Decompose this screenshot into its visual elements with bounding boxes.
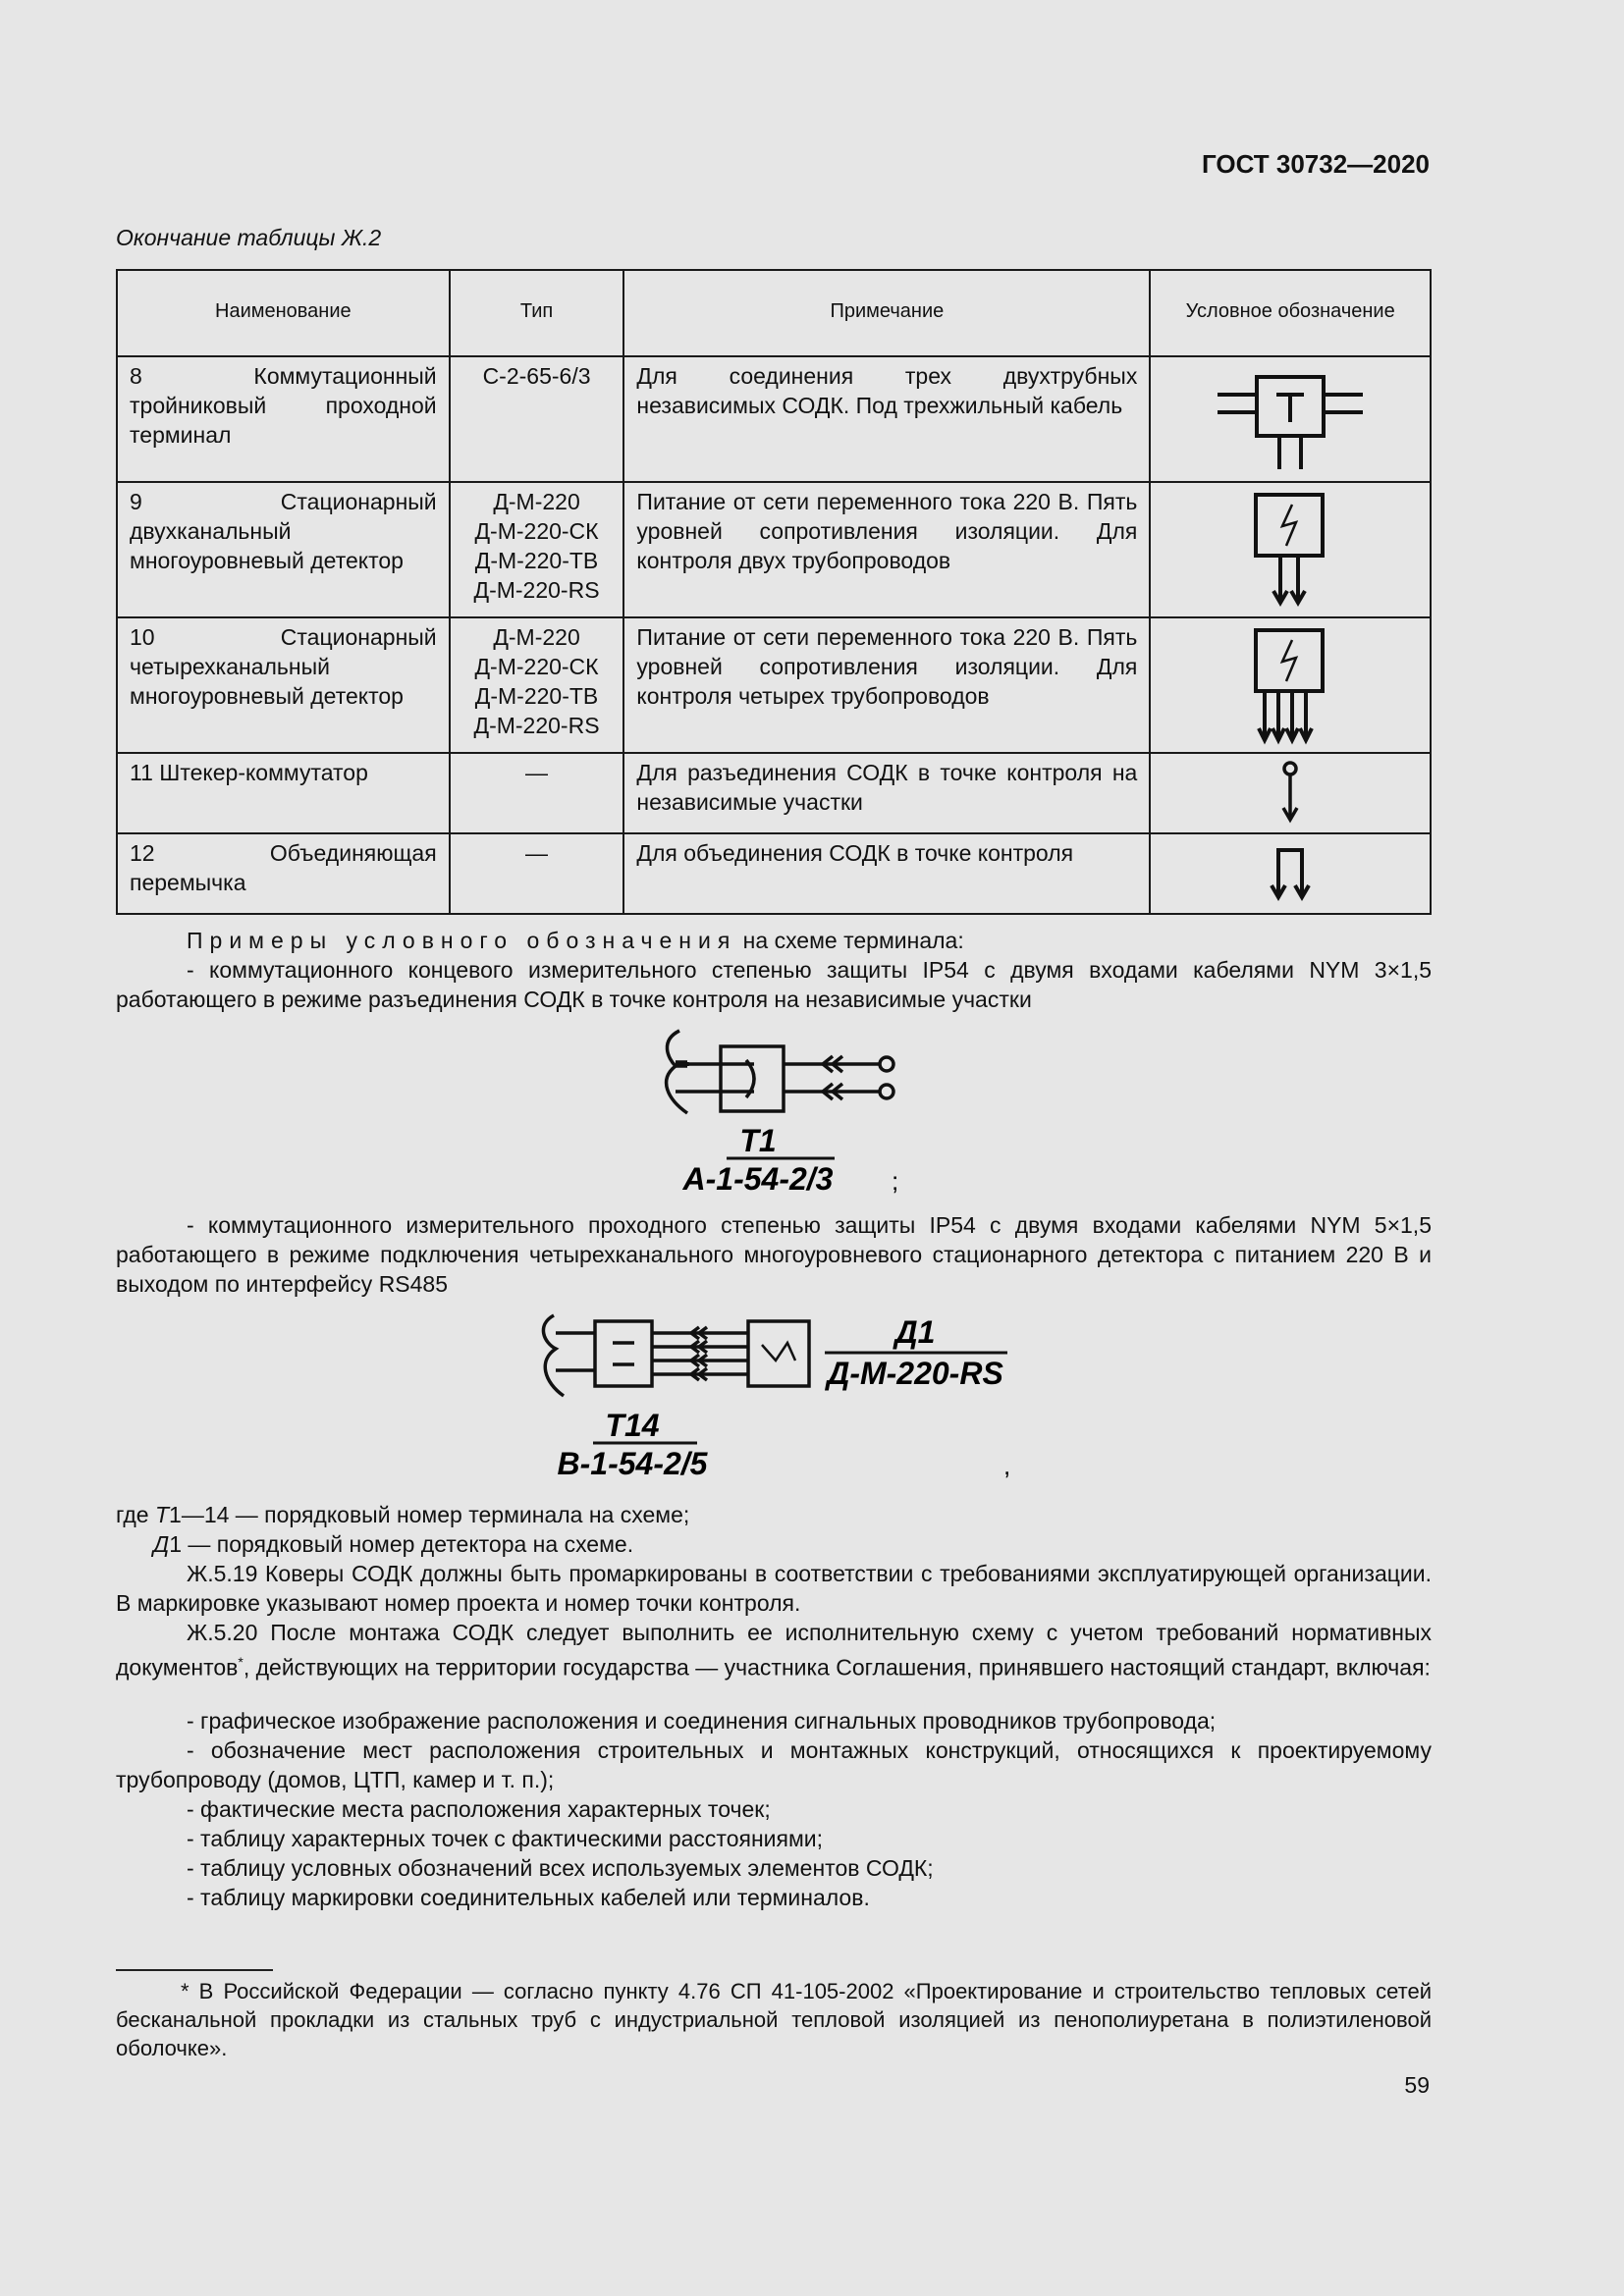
page-number: 59 (1404, 2072, 1430, 2098)
row-name: 8 Коммутационный тройниковый проходной терминал (117, 356, 450, 482)
column-header: Условное обозначение (1150, 270, 1431, 351)
paragraph-j519: Ж.5.19 Коверы СОДК должны быть промаркированы в соответствии с требованиями эксплуатирующей организации. В маркировке указывают номер проекта и номер точки контроля. (116, 1561, 1432, 1616)
list-item: - таблицу характерных точек с фактическими расстояниями; (187, 1826, 823, 1851)
examples-intro (116, 926, 1432, 955)
where-line-2 (116, 1529, 1432, 1559)
where-var-d: Д (153, 1531, 170, 1557)
table-row (117, 617, 1431, 753)
column-header: Примечание (623, 270, 1150, 351)
list-item: - фактические места расположения характерных точек; (187, 1796, 771, 1822)
column-header: Тип (450, 270, 624, 351)
footnote-separator (116, 1969, 273, 1971)
terminal-detector-diagram-2 (530, 1306, 1041, 1482)
example-item-1: - коммутационного концевого измерительного степенью защиты IP54 с двумя входами кабелями NYM 3×1,5 работающего в режиме разъединения СОДК в точке контроля на независимые участки (116, 957, 1432, 1012)
list-item: - графическое изображение расположения и соединения сигнальных проводников трубопровода; (187, 1708, 1217, 1734)
row-type: С-2-65-6/3 (450, 356, 624, 482)
table-row (117, 482, 1431, 617)
diagram2-detector-top-label: Д1 (894, 1314, 936, 1350)
table-row (117, 356, 1431, 482)
table-caption: Окончание таблицы Ж.2 (116, 225, 382, 250)
diagram2-punctuation: , (1003, 1451, 1011, 1480)
four-channel-detector-icon (1150, 617, 1431, 753)
diagram1-punctuation: ; (892, 1166, 899, 1196)
diagram2-terminal-top-label: Т14 (605, 1408, 660, 1443)
table-row (117, 753, 1431, 833)
table-row (117, 833, 1431, 914)
plug-switch-icon (1150, 753, 1431, 833)
row-type: — (450, 833, 624, 914)
row-note: Для соединения трех двухтрубных независимых СОДК. Под трехжильный кабель (623, 356, 1150, 482)
symbols-table (116, 269, 1432, 915)
list-item: - таблицу условных обозначений всех используемых элементов СОДК; (187, 1855, 934, 1881)
diagram1-bottom-label: А-1-54-2/3 (682, 1161, 834, 1197)
paragraph-j520 (116, 1618, 1432, 1682)
paragraph-j520-b: , действующих на территории государства — участника Соглашения, принявшего настоящий стандарт, включая: (243, 1654, 1431, 1681)
table-header-row (117, 270, 1431, 351)
where-text-1: 1—14 — порядковый номер терминала на схеме; (169, 1502, 690, 1527)
list-item: - обозначение мест расположения строительных и монтажных конструкций, относящихся к проектируемому трубопроводу (домов, ЦТП, камер и т. п.); (116, 1737, 1432, 1792)
examples-intro-rest: на схеме терминала: (736, 928, 964, 953)
footnote: * В Российской Федерации — согласно пункту 4.76 СП 41-105-2002 «Проектирование и строительство тепловых сетей бесканальной прокладки из стальных труб с индустриальной тепловой изоляцией из пенополиуретана в полиэтиленовой оболочке». (116, 1979, 1432, 2060)
jumper-icon (1150, 833, 1431, 914)
diagram2-detector-bottom-label: Д-М-220-RS (827, 1356, 1003, 1391)
row-note: Для разъединения СОДК в точке контроля на независимые участки (623, 753, 1150, 833)
row-type: Д-М-220 Д-М-220-СК Д-М-220-ТВ Д-М-220-RS (450, 482, 624, 617)
row-type: Д-М-220 Д-М-220-СК Д-М-220-ТВ Д-М-220-RS (450, 617, 624, 753)
row-type: — (450, 753, 624, 833)
row-name: 12 Объединяющая перемычка (117, 833, 450, 914)
tee-terminal-icon (1150, 356, 1431, 482)
where-line-1 (116, 1500, 1432, 1529)
row-name: 9 Стационарный двухканальный многоуровневый детектор (117, 482, 450, 617)
diagram2-terminal-bottom-label: В-1-54-2/5 (557, 1446, 708, 1481)
row-note: Для объединения СОДК в точке контроля (623, 833, 1150, 914)
examples-intro-spaced: Примеры условного обозначения (187, 928, 737, 953)
where-var-t: Т (154, 1502, 170, 1527)
diagram1-top-label: Т1 (739, 1123, 777, 1158)
standard-header: ГОСТ 30732—2020 (1202, 149, 1430, 179)
row-name: 11 Штекер-коммутатор (117, 753, 450, 833)
terminal-diagram-1 (648, 1021, 962, 1198)
column-header: Наименование (117, 270, 450, 351)
paragraph-j520-a: Ж.5.20 После монтажа СОДК следует выполнить ее исполнительную схему с учетом требований нормативных документов (116, 1620, 1432, 1681)
two-channel-detector-icon (1150, 482, 1431, 617)
row-note: Питание от сети переменного тока 220 В. Пять уровней сопротивления изоляции. Для контроля двух трубопроводов (623, 482, 1150, 617)
where-text-2: 1 — порядковый номер детектора на схеме. (169, 1531, 634, 1557)
where-prefix: где (116, 1502, 155, 1527)
example-item-2: - коммутационного измерительного проходного степенью защиты IP54 с двумя входами кабелями NYM 5×1,5 работающего в режиме подключения четырехканального многоуровневого стационарного детектора с питанием 220 В и выходом по интерфейсу RS485 (116, 1212, 1432, 1297)
list-item: - таблицу маркировки соединительных кабелей или терминалов. (187, 1885, 870, 1910)
footnote-mark: * (238, 1654, 244, 1670)
row-name: 10 Стационарный четырехканальный многоуровневый детектор (117, 617, 450, 753)
row-note: Питание от сети переменного тока 220 В. Пять уровней сопротивления изоляции. Для контроля четырех трубопроводов (623, 617, 1150, 753)
